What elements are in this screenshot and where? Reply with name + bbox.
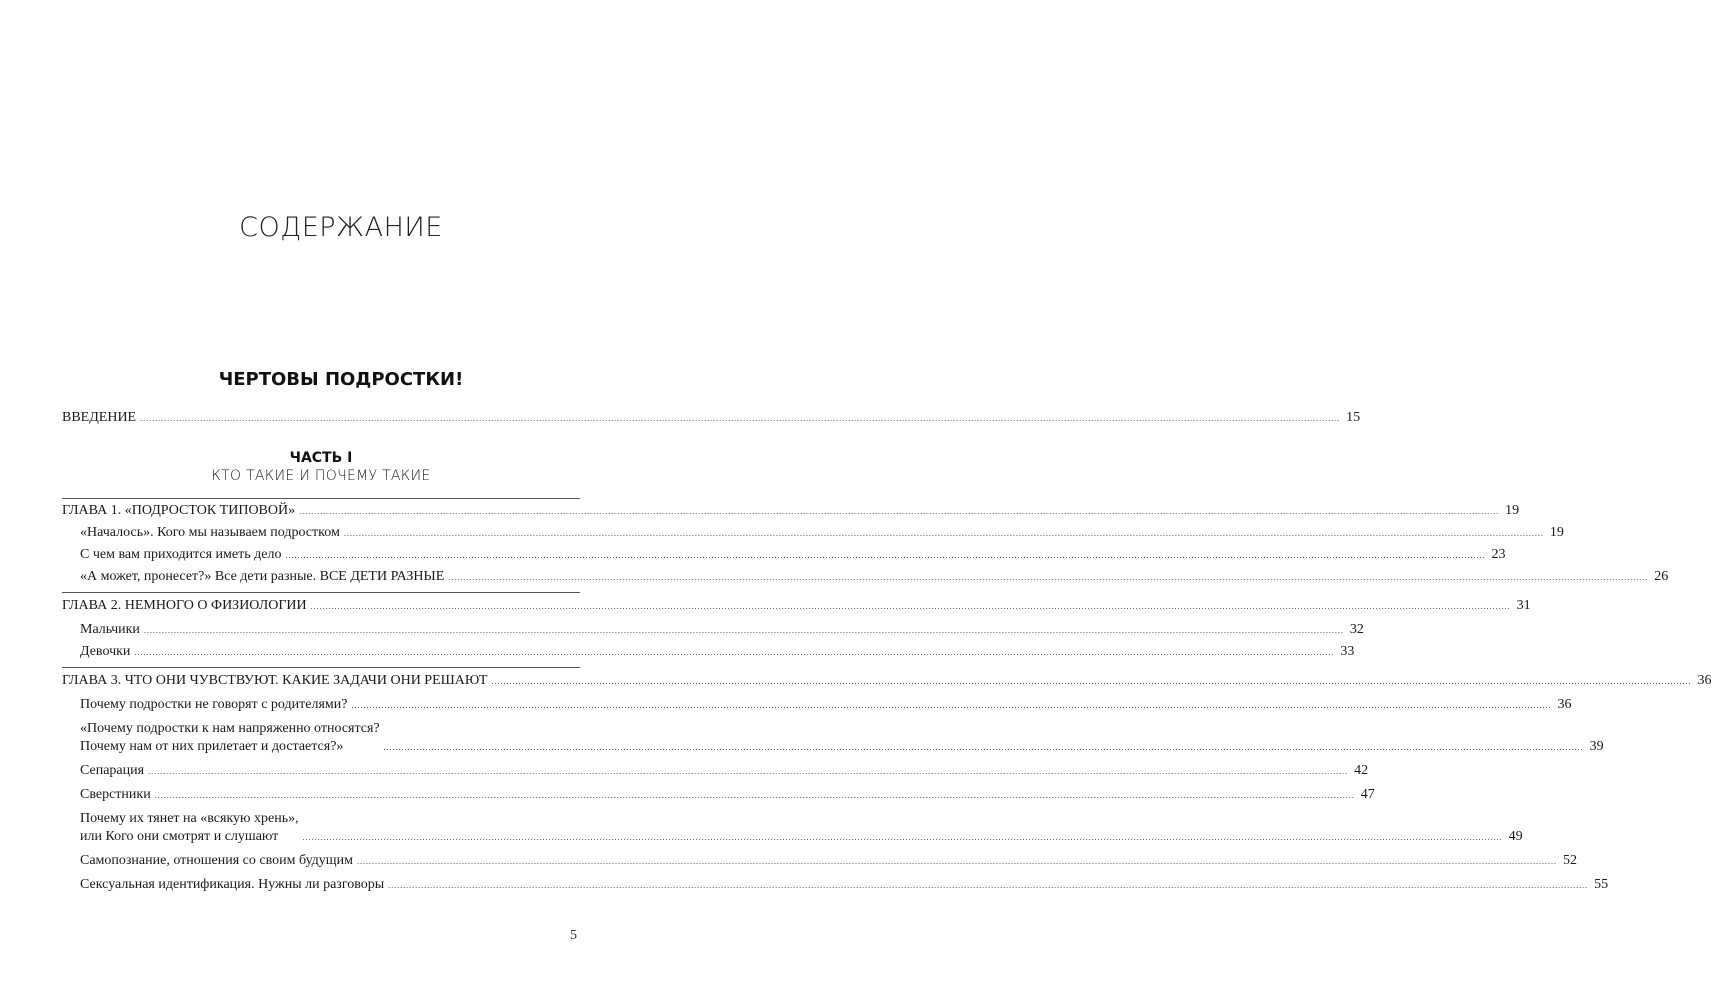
book-title: ЧЕРТОВЫ ПОДРОСТКИ! (218, 369, 464, 390)
chapter-divider (62, 667, 580, 668)
dot-leader: ................................................................................................................................................................................................................................................................................................................................................................................................................ (491, 677, 1692, 686)
dot-leader: ................................................................................................................................................................................................................................................................................................................................................................................................................ (143, 626, 1344, 635)
toc-entry-title: ГЛАВА 3. ЧТО ОНИ ЧУВСТВУЮТ. КАКИЕ ЗАДАЧИ ОНИ РЕШАЮТ (62, 673, 488, 688)
dot-leader: ................................................................................................................................................................................................................................................................................................................................................................................................................ (388, 881, 1589, 890)
dot-leader: ................................................................................................................................................................................................................................................................................................................................................................................................................ (134, 648, 1335, 657)
toc-page-number: 23 (1491, 547, 1506, 562)
toc-entry-title (80, 720, 380, 756)
toc-entry-title: «Началось». Кого мы называем подростком (80, 525, 340, 540)
toc-entry-title: С чем вам приходится иметь дело (80, 547, 282, 562)
toc-entry-title: ГЛАВА 1. «ПОДРОСТОК ТИПОВОЙ» (62, 503, 296, 518)
toc-section[interactable] (62, 524, 1564, 542)
toc-chapter-2[interactable] (62, 597, 1531, 615)
toc-entry-intro[interactable] (62, 409, 1361, 427)
dot-leader: ................................................................................................................................................................................................................................................................................................................................................................................................................ (140, 414, 1341, 423)
dot-leader: ................................................................................................................................................................................................................................................................................................................................................................................................................ (154, 791, 1355, 800)
toc-entry-title: «А может, пронесет?» Все дети разные. ВСЕ ДЕТИ РАЗНЫЕ (80, 569, 445, 584)
toc-entry-title: Девочки (80, 644, 131, 659)
toc-section[interactable] (62, 876, 1609, 894)
toc-entry-title: Самопознание, отношения со своим будущим (80, 853, 353, 868)
toc-section[interactable] (62, 643, 1355, 661)
toc-entry-title (80, 810, 299, 846)
toc-page-number: 49 (1508, 829, 1523, 844)
toc-section[interactable] (62, 546, 1506, 564)
toc-entry-title: Сверстники (80, 787, 151, 802)
toc-section[interactable] (62, 852, 1577, 870)
part-subtitle: КТО ТАКИЕ И ПОЧЕМУ ТАКИЕ (211, 468, 431, 484)
toc-page-number: 26 (1654, 569, 1669, 584)
toc-section[interactable] (62, 762, 1369, 780)
toc-entry-line: Почему нам от них прилетает и достается?» (80, 739, 344, 754)
table-of-contents (62, 409, 1711, 894)
toc-entry-title: Мальчики (80, 622, 140, 637)
dot-leader: ................................................................................................................................................................................................................................................................................................................................................................................................................ (148, 767, 1349, 776)
toc-entry-line: Почему их тянет на «всякую хрень», (80, 811, 299, 826)
chapter-divider (62, 592, 580, 593)
toc-page-number: 19 (1505, 503, 1520, 518)
toc-page-number: 33 (1340, 644, 1355, 659)
page-number: 5 (570, 928, 577, 943)
toc-section[interactable] (62, 720, 1604, 756)
dot-leader: ................................................................................................................................................................................................................................................................................................................................................................................................................ (302, 833, 1503, 842)
page-title: СОДЕРЖАНИЕ (239, 212, 443, 243)
dot-leader: ................................................................................................................................................................................................................................................................................................................................................................................................................ (356, 857, 1557, 866)
chapter-divider (62, 498, 580, 499)
toc-page-number: 47 (1360, 787, 1375, 802)
toc-page-number: 36 (1697, 673, 1711, 688)
toc-chapter-3[interactable] (62, 672, 1711, 690)
toc-section[interactable] (62, 568, 1669, 586)
toc-page-number: 32 (1349, 622, 1364, 637)
toc-page-number: 31 (1516, 598, 1531, 613)
toc-entry-line: «Почему подростки к нам напряженно относятся? (80, 721, 380, 736)
toc-page-number: 52 (1562, 853, 1577, 868)
toc-entry-title: Почему подростки не говорят с родителями? (80, 697, 348, 712)
part-label: ЧАСТЬ I (289, 450, 353, 466)
toc-entry-title: Сексуальная идентификация. Нужны ли разговоры (80, 877, 385, 892)
toc-entry-line: или Кого они смотрят и слушают (80, 829, 279, 844)
toc-entry-title: ГЛАВА 2. НЕМНОГО О ФИЗИОЛОГИИ (62, 598, 307, 613)
toc-entry-title: ВВЕДЕНИЕ (62, 410, 137, 425)
toc-section[interactable] (62, 786, 1375, 804)
toc-page-number: 39 (1589, 739, 1604, 754)
toc-section[interactable] (62, 810, 1523, 846)
dot-leader: ................................................................................................................................................................................................................................................................................................................................................................................................................ (299, 507, 1500, 516)
dot-leader: ................................................................................................................................................................................................................................................................................................................................................................................................................ (383, 743, 1584, 752)
toc-chapter-1[interactable] (62, 502, 1520, 520)
toc-page-number: 55 (1594, 877, 1609, 892)
toc-page-number: 19 (1549, 525, 1564, 540)
toc-page-number: 42 (1354, 763, 1369, 778)
toc-section[interactable] (62, 621, 1364, 639)
dot-leader: ................................................................................................................................................................................................................................................................................................................................................................................................................ (448, 573, 1649, 582)
dot-leader: ................................................................................................................................................................................................................................................................................................................................................................................................................ (343, 529, 1544, 538)
dot-leader: ................................................................................................................................................................................................................................................................................................................................................................................................................ (285, 551, 1486, 560)
toc-page-number: 15 (1346, 410, 1361, 425)
toc-entry-title: Сепарация (80, 763, 145, 778)
dot-leader: ................................................................................................................................................................................................................................................................................................................................................................................................................ (351, 701, 1552, 710)
dot-leader: ................................................................................................................................................................................................................................................................................................................................................................................................................ (310, 602, 1511, 611)
toc-section[interactable] (62, 696, 1572, 714)
toc-page-number: 36 (1557, 697, 1572, 712)
